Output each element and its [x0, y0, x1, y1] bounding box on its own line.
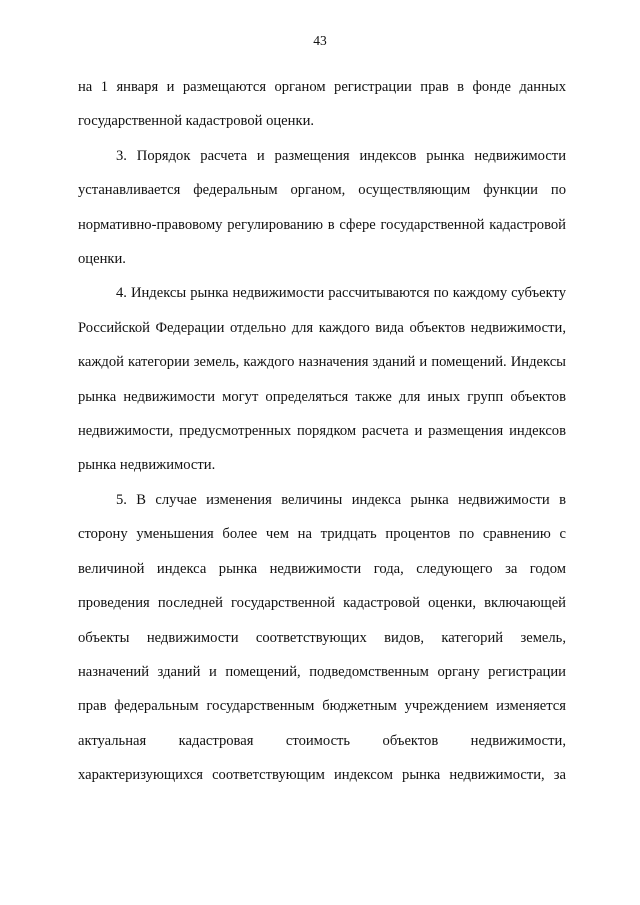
paragraph-item-5: 5. В случае изменения величины индекса рынка недвижимости в сторону уменьшения более чем на тридцать процентов по сравнению с величиной индекса рынка недвижимости года, следующего за годом проведения последней государственной кадастровой оценки, включающей объекты недвижимости соответствующих видов, категорий земель, назначений зданий и помещений, подведомственным органу регистрации прав федеральным государственным бюджетным учреждением изменяется актуальная кадастровая стоимость объектов недвижимости, характеризующихся соответствующим индексом рынка недвижимости, за — [78, 491, 566, 784]
body-text — [78, 70, 566, 793]
paragraph-item-3: 3. Порядок расчета и размещения индексов рынка недвижимости устанавливается федеральным органом, осуществляющим функции по нормативно-правовому регулированию в сфере государственной кадастровой оценки. — [78, 147, 566, 268]
paragraph-continuation: на 1 января и размещаются органом регистрации прав в фонде данных государственной кадастровой оценки. — [78, 79, 566, 130]
paragraph-item-4: 4. Индексы рынка недвижимости рассчитываются по каждому субъекту Российской Федерации отдельно для каждого вида объектов недвижимости, каждой категории земель, каждого назначения зданий и помещений. Индексы рынка недвижимости могут определяться также для иных групп объектов недвижимости, предусмотренных порядком расчета и размещения индексов рынка недвижимости. — [78, 285, 566, 474]
page-number: 43 — [313, 33, 327, 48]
